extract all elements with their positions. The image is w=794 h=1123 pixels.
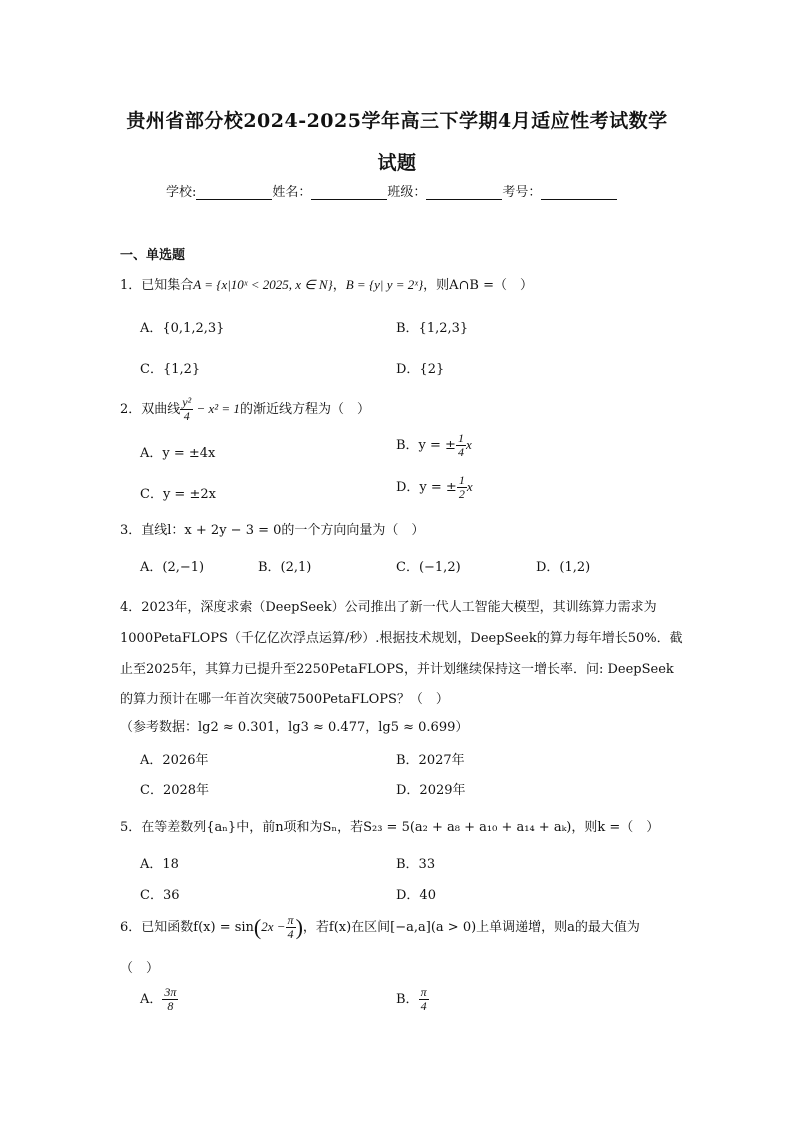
q6-option-b[interactable] <box>396 986 429 1013</box>
q5-option-c[interactable]: C．36 <box>140 888 180 903</box>
q1-option-d[interactable]: D．{2} <box>396 362 445 377</box>
q1-option-b[interactable]: B．{1,2,3} <box>396 321 469 336</box>
q4-option-a[interactable]: A．2026年 <box>140 753 209 768</box>
q6-opta-num: 3π <box>164 985 177 999</box>
q5-option-a[interactable]: A．18 <box>140 857 179 872</box>
q2-optd-num: 1 <box>458 473 465 487</box>
question-3: 3．直线l：x + 2y − 3 = 0的一个方向向量为（ ） <box>120 523 425 538</box>
q1-set-a: A = {x|10ˣ < 2025, x ∈ N} <box>193 277 333 292</box>
question-4-line2: 1000PetaFLOPS（千亿亿次浮点运算/秒）.根据技术规划，DeepSeek的算力每年增长50%．截 <box>120 631 683 646</box>
q6-optb-num: π <box>420 985 427 999</box>
question-4-line3: 止至2025年，其算力已提升至2250PetaFLOPS，并计划继续保持这一增长率．问: DeepSeek <box>120 662 674 677</box>
question-4-reference: （参考数据：lg2 ≈ 0.301，lg3 ≈ 0.477，lg5 ≈ 0.699） <box>120 720 469 735</box>
q6-pi-num: π <box>287 913 294 927</box>
q3-option-a[interactable]: A．(2,−1) <box>140 560 205 575</box>
q6-pi-den: 4 <box>287 927 294 941</box>
q6-lead: 6．已知函数f(x) = sin <box>120 920 254 935</box>
student-info-row <box>166 181 617 200</box>
q6-paren-open: ( <box>253 914 262 940</box>
question-4-line1: 4．2023年，深度求索（DeepSeek）公司推出了新一代人工智能大模型，其训练算力需求为 <box>120 600 657 615</box>
q2-optd-tail: x <box>466 479 473 494</box>
exam-title-line2: 试题 <box>377 152 417 174</box>
question-1 <box>120 274 533 293</box>
q6-inner: 2x − <box>261 919 286 934</box>
name-blank[interactable] <box>311 185 387 200</box>
q1-lead: 1．已知集合 <box>120 278 194 293</box>
school-label: 学校: <box>166 185 197 200</box>
q2-lead: 2．双曲线 <box>120 402 181 417</box>
q6-optb-lead: B． <box>396 992 419 1007</box>
school-blank[interactable] <box>196 185 272 200</box>
q2-optb-num: 1 <box>457 431 464 445</box>
q2-optd-frac <box>457 474 467 501</box>
exam-title-line1: 贵州省部分校2024-2025学年高三下学期4月适应性考试数学 <box>126 110 668 132</box>
q4-option-b[interactable]: B．2027年 <box>396 753 465 768</box>
q6-opta-den: 8 <box>167 999 174 1013</box>
q6-option-a[interactable] <box>140 986 178 1013</box>
section-heading: 一、单选题 <box>120 248 186 263</box>
q6-paren-close: ) <box>295 914 303 940</box>
q6-optb-den: 4 <box>420 999 427 1013</box>
q2-frac-num: y² <box>182 395 192 409</box>
class-blank[interactable] <box>426 185 502 200</box>
q3-option-b[interactable]: B．(2,1) <box>258 560 312 575</box>
number-blank[interactable] <box>541 185 617 200</box>
q2-option-d[interactable] <box>396 474 473 501</box>
q1-option-a[interactable]: A．{0,1,2,3} <box>140 321 225 336</box>
question-2 <box>120 396 370 423</box>
question-6-line2: （ ） <box>120 961 160 976</box>
q1-sep: ， <box>332 278 346 293</box>
name-label: 姓名： <box>272 185 312 200</box>
q2-fraction <box>180 396 193 423</box>
q6-opta-lead: A． <box>140 992 163 1007</box>
q6-tail: ，若f(x)在区间[−a,a](a > 0)上单调递增，则a的最大值为 <box>302 920 640 935</box>
number-label: 考号： <box>502 185 542 200</box>
q6-opta-frac <box>162 986 178 1013</box>
question-5: 5．在等差数列{aₙ}中，前n项和为Sₙ，若S₂₃ = 5(a₂ + a₈ + a₁₀ + a₁₄ + aₖ)，则k =（ ） <box>120 820 660 835</box>
q2-rest: − x² = 1 <box>193 401 240 416</box>
q2-option-c[interactable]: C．y = ±2x <box>140 487 216 502</box>
q5-option-b[interactable]: B．33 <box>396 857 436 872</box>
q1-option-c[interactable]: C．{1,2} <box>140 362 201 377</box>
q3-option-d[interactable]: D．(1,2) <box>536 560 591 575</box>
q2-frac-den: 4 <box>183 409 190 423</box>
q3-option-c[interactable]: C．(−1,2) <box>396 560 461 575</box>
q4-option-c[interactable]: C．2028年 <box>140 783 210 798</box>
q2-optd-den: 2 <box>458 487 465 501</box>
q2-optb-den: 4 <box>457 445 464 459</box>
q2-optb-tail: x <box>465 437 472 452</box>
q5-option-d[interactable]: D．40 <box>396 888 436 903</box>
q2-optb-lead: B．y = ± <box>396 438 456 453</box>
class-label: 班级： <box>387 185 427 200</box>
question-4-line4: 的算力预计在哪一年首次突破7500PetaFLOPS？（ ） <box>120 692 449 707</box>
q6-pi-frac <box>286 914 296 941</box>
q2-optb-frac <box>456 432 466 459</box>
q2-tail: 的渐近线方程为（ ） <box>239 402 370 417</box>
q6-optb-frac <box>419 986 429 1013</box>
q2-option-b[interactable] <box>396 432 472 459</box>
question-6 <box>120 914 640 941</box>
q2-option-a[interactable]: A．y = ±4x <box>140 446 216 461</box>
q1-set-b: B = {y| y = 2ˣ} <box>345 277 424 292</box>
q2-optd-lead: D．y = ± <box>396 480 457 495</box>
q4-option-d[interactable]: D．2029年 <box>396 783 466 798</box>
q1-tail: ，则A∩B =（ ） <box>423 278 534 293</box>
